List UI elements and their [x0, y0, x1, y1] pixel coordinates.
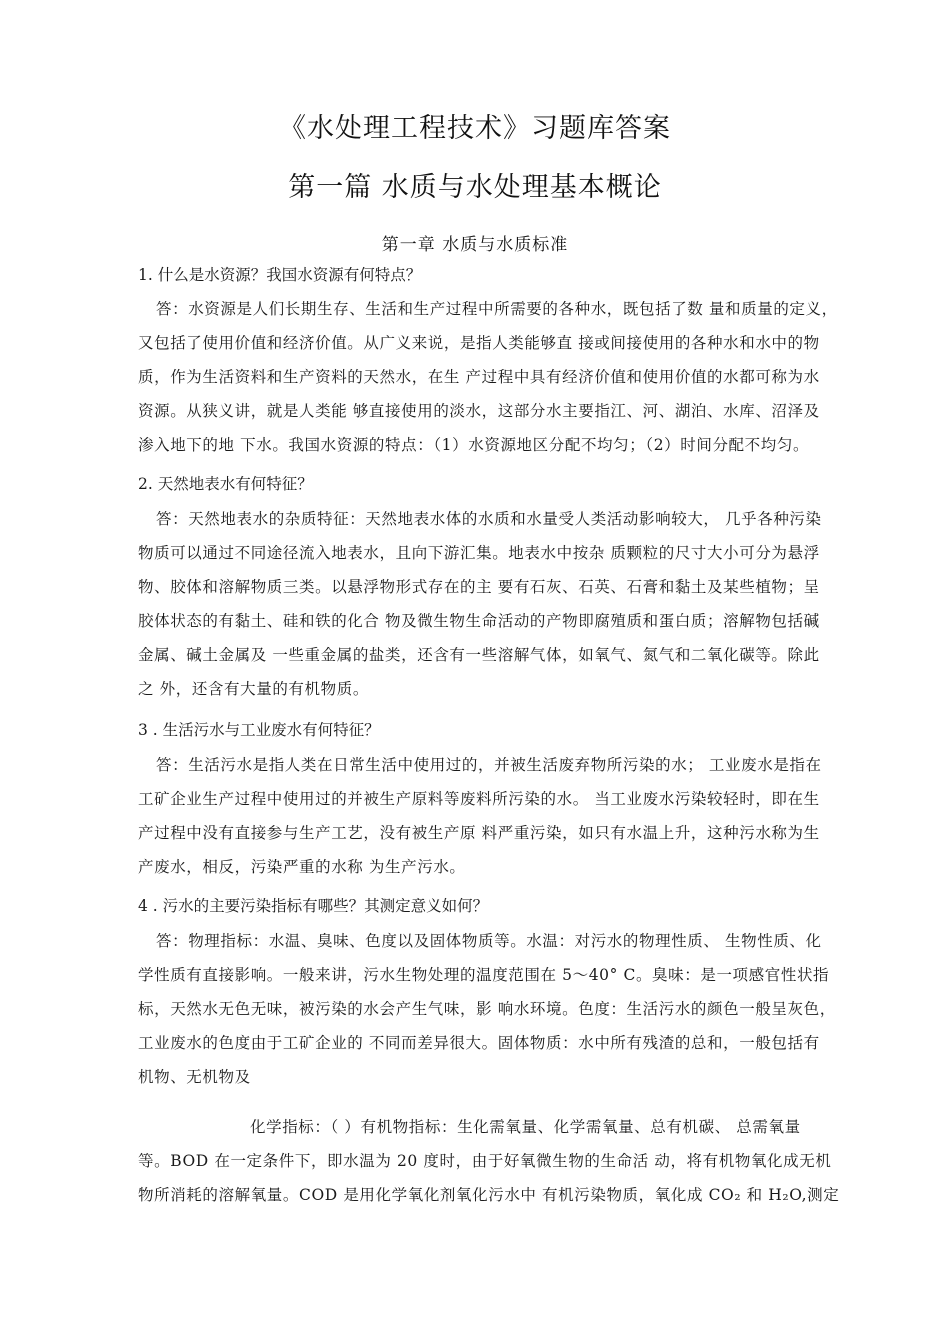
- document-title: 《水处理工程技术》习题库答案: [279, 113, 671, 144]
- answer-4: [138, 924, 836, 1094]
- part-title: 第一篇 水质与水处理基本概论: [288, 172, 662, 203]
- answer-line: 胶体状态的有黏土、硅和铁的化合 物及微生物生命活动的产物即腐殖质和蛋白质；溶解物包括碱: [138, 612, 820, 630]
- answer-line: 机物、无机物及: [138, 1068, 251, 1086]
- question-3: 3 . 生活污水与工业废水有何特征？: [138, 721, 380, 739]
- answer-line: 物质可以通过不同途径流入地表水，且向下游汇集。地表水中按杂 质颗粒的尺寸大小可分为悬浮: [138, 544, 820, 562]
- answer-line: 之 外，还含有大量的有机物质。: [138, 680, 369, 698]
- answer-line: 答：物理指标：水温、臭味、色度以及固体物质等。水温：对污水的物理性质、 生物性质、化: [156, 932, 822, 950]
- answer-4-chemical: [138, 1110, 840, 1212]
- answer-line: 资源。从狭义讲，就是人类能 够直接使用的淡水，这部分水主要指江、河、湖泊、水库、沼泽及: [138, 402, 820, 420]
- chapter-title: 第一章 水质与水质标准: [381, 235, 569, 255]
- answer-line: 答：生活污水是指人类在日常生活中使用过的，并被生活废弃物所污染的水； 工业废水是指在: [156, 756, 822, 774]
- answer-line: 答：水资源是人们长期生存、生活和生产过程中所需要的各种水，既包括了数 量和质量的定义，: [156, 300, 838, 318]
- answer-line: 金属、碱土金属及 一些重金属的盐类，还含有一些溶解气体，如氧气、氮气和二氧化碳等。除此: [138, 646, 820, 664]
- answer-line: 物所消耗的溶解氧量。COD 是用化学氧化剂氧化污水中 有机污染物质，氧化成 CO₂ 和 H₂O,测定: [138, 1186, 840, 1204]
- answer-line: 学性质有直接影响。一般来讲，污水生物处理的温度范围在 5～40° C。臭味：是一项感官性状指: [138, 966, 830, 984]
- answer-1: [138, 292, 838, 462]
- answer-line: 工业废水的色度由于工矿企业的 不同而差异很大。固体物质：水中所有残渣的总和，一般包括有: [138, 1034, 820, 1052]
- answer-2: [138, 502, 828, 706]
- question-1: 1. 什么是水资源？我国水资源有何特点？: [138, 266, 422, 284]
- answer-line: 产过程中没有直接参与生产工艺，没有被生产原 料严重污染，如只有水温上升，这种污水称为生: [138, 824, 820, 842]
- answer-3: [138, 748, 828, 884]
- answer-line: 质，作为生活资料和生产资料的天然水，在生 产过程中具有经济价值和使用价值的水都可称为水: [138, 368, 820, 386]
- answer-line: 标，天然水无色无味，被污染的水会产生气味，影 响水环境。色度：生活污水的颜色一般呈灰色，: [138, 1000, 836, 1018]
- answer-line: 答：天然地表水的杂质特征：天然地表水体的水质和水量受人类活动影响较大， 几乎各种污染: [156, 510, 822, 528]
- answer-line: 物、胶体和溶解物质三类。以悬浮物形式存在的主 要有石灰、石英、石膏和黏土及某些植物；呈: [138, 578, 820, 596]
- question-4: 4 . 污水的主要污染指标有哪些？其测定意义如何？: [138, 897, 489, 915]
- answer-line: 又包括了使用价值和经济价值。从广义来说，是指人类能够直 接或间接使用的各种水和水中的物: [138, 334, 820, 352]
- answer-line: 产废水，相反，污染严重的水称 为生产污水。: [138, 858, 466, 876]
- answer-line: 化学指标：（ ）有机物指标：生化需氧量、化学需氧量、总有机碳、 总需氧量: [250, 1118, 801, 1136]
- answer-line: 等。BOD 在一定条件下，即水温为 20 度时，由于好氧微生物的生命活 动，将有机物氧化成无机: [138, 1152, 832, 1170]
- question-2: 2. 天然地表水有何特征？: [138, 475, 313, 493]
- answer-line: 渗入地下的地 下水。我国水资源的特点：（1）水资源地区分配不均匀；（2）时间分配不均匀。: [138, 436, 810, 454]
- answer-line: 工矿企业生产过程中使用过的并被生产原料等废料所污染的水。 当工业废水污染较轻时，即在生: [138, 790, 820, 808]
